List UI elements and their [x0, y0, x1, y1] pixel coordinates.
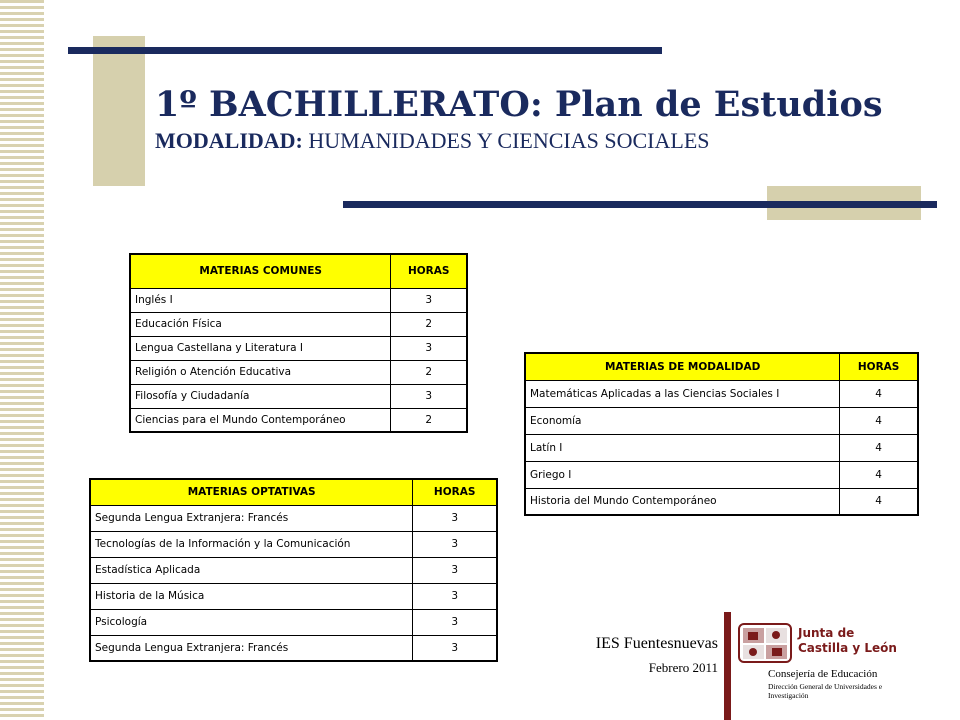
materia-cell: Segunda Lengua Extranjera: Francés: [90, 505, 413, 531]
logo-text: [798, 626, 897, 656]
table-row: [525, 380, 918, 407]
horas-cell: 3: [413, 531, 497, 557]
horas-cell: 3: [413, 583, 497, 609]
column-header-materia: MATERIAS OPTATIVAS: [90, 479, 413, 505]
materia-cell: Filosofía y Ciudadanía: [130, 384, 391, 408]
table-row: [90, 609, 497, 635]
direccion-label: Dirección General de Universidades e Investigación: [768, 682, 883, 700]
table-row: [90, 635, 497, 661]
consejeria-label: Consejería de Educación: [768, 668, 878, 680]
column-header-horas: HORAS: [840, 353, 918, 380]
subtitle-value: HUMANIDADES Y CIENCIAS SOCIALES: [308, 128, 710, 153]
materia-cell: Latín I: [525, 434, 840, 461]
school-name: IES Fuentesnuevas: [595, 635, 718, 652]
table-row: [525, 488, 918, 515]
table-row: [525, 434, 918, 461]
table-row: [90, 531, 497, 557]
horas-cell: 3: [413, 635, 497, 661]
table-row: [90, 557, 497, 583]
table-header-row: [130, 254, 467, 288]
materia-cell: Historia de la Música: [90, 583, 413, 609]
table-header-row: [525, 353, 918, 380]
materia-cell: Educación Física: [130, 312, 391, 336]
column-header-horas: HORAS: [391, 254, 467, 288]
horas-cell: 3: [413, 557, 497, 583]
table-row: [90, 583, 497, 609]
materia-cell: Inglés I: [130, 288, 391, 312]
horas-cell: 4: [840, 407, 918, 434]
table-row: [130, 360, 467, 384]
decorative-square-left: [93, 36, 145, 186]
horas-cell: 2: [391, 408, 467, 432]
materia-cell: Historia del Mundo Contemporáneo: [525, 488, 840, 515]
materia-cell: Estadística Aplicada: [90, 557, 413, 583]
decorative-stripes: [0, 0, 44, 720]
subtitle-label: MODALIDAD:: [155, 128, 303, 153]
horas-cell: 3: [391, 336, 467, 360]
table-row: [130, 336, 467, 360]
materia-cell: Psicología: [90, 609, 413, 635]
table-row: [525, 407, 918, 434]
table-row: [130, 408, 467, 432]
page-title: 1º BACHILLERATO: Plan de Estudios: [155, 84, 883, 125]
horas-cell: 2: [391, 360, 467, 384]
column-header-materia: MATERIAS DE MODALIDAD: [525, 353, 840, 380]
table-row: [130, 384, 467, 408]
decorative-bar-top: [68, 47, 662, 54]
table-materias-optativas: [89, 478, 498, 662]
footer-divider: [724, 612, 731, 720]
materia-cell: Economía: [525, 407, 840, 434]
materia-cell: Matemáticas Aplicadas a las Ciencias Sociales I: [525, 380, 840, 407]
table-row: [130, 288, 467, 312]
horas-cell: 3: [391, 384, 467, 408]
horas-cell: 3: [413, 609, 497, 635]
column-header-horas: HORAS: [413, 479, 497, 505]
decorative-bar-middle: [343, 201, 937, 208]
horas-cell: 3: [413, 505, 497, 531]
table-row: [90, 505, 497, 531]
table-header-row: [90, 479, 497, 505]
horas-cell: 3: [391, 288, 467, 312]
logo-line-2: Castilla y León: [798, 641, 897, 655]
table-materias-comunes: [129, 253, 468, 433]
table-materias-modalidad: [524, 352, 919, 516]
materia-cell: Tecnologías de la Información y la Comunicación: [90, 531, 413, 557]
materia-cell: Lengua Castellana y Literatura I: [130, 336, 391, 360]
page-subtitle: [155, 128, 710, 154]
column-header-materia: MATERIAS COMUNES: [130, 254, 391, 288]
table-row: [130, 312, 467, 336]
horas-cell: 4: [840, 461, 918, 488]
materia-cell: Religión o Atención Educativa: [130, 360, 391, 384]
horas-cell: 4: [840, 434, 918, 461]
horas-cell: 2: [391, 312, 467, 336]
horas-cell: 4: [840, 380, 918, 407]
logo-line-1: Junta de: [798, 626, 855, 640]
materia-cell: Segunda Lengua Extranjera: Francés: [90, 635, 413, 661]
table-row: [525, 461, 918, 488]
date-label: Febrero 2011: [648, 660, 718, 675]
materia-cell: Ciencias para el Mundo Contemporáneo: [130, 408, 391, 432]
materia-cell: Griego I: [525, 461, 840, 488]
horas-cell: 4: [840, 488, 918, 515]
junta-castilla-leon-shield-icon: [738, 620, 794, 664]
